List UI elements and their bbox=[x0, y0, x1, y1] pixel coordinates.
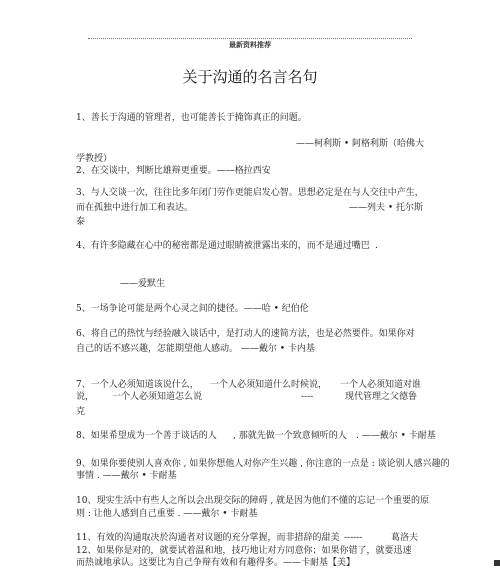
quote-8-part-2: , 那就先做一个致意倾听的人 bbox=[233, 431, 347, 441]
quote-7-part-1: 7、一个人必须知道该说什么， bbox=[76, 380, 199, 390]
quote-10-line-2: 则 : 让他人感到自己重要 . ——戴尔 • 卡耐基 bbox=[76, 509, 258, 519]
quote-1-attribution: ——柯利斯 • 阿格利斯（哈佛大 bbox=[296, 139, 425, 149]
quote-12-line-2: 而热诚地承认。这要比为自己争辩有效和有趣得多。——卡耐基【美】 bbox=[76, 558, 356, 568]
header-banner bbox=[0, 32, 500, 51]
quote-9-line-1: 9、如果你要使别人喜欢你 , 如果你想他人对你产生兴趣 , 你注意的一点是 : 谈论别人感兴趣的 bbox=[76, 459, 450, 469]
quote-6-line-1: 6、将自己的热忱与经验融入谈话中，是打动人的速简方法，也是必然要件。如果你对 bbox=[76, 329, 415, 339]
quote-7-attribution-cont: 克 bbox=[76, 407, 86, 417]
header-banner-text: 最新资料推荐 bbox=[226, 41, 274, 49]
quote-7-part-4: 说， bbox=[76, 392, 95, 402]
quote-7-attribution: 现代管理之父德鲁 bbox=[345, 392, 418, 402]
quote-3-attribution-cont: 泰 bbox=[76, 217, 86, 227]
quote-11: 11、有效的沟通取决於沟通者对议题的充分掌握，而非措辞的甜美 bbox=[76, 533, 340, 543]
quote-3-line-2: 而在孤独中进行加工和表达。 bbox=[76, 203, 194, 213]
quote-4: 4、有许多隐藏在心中的秘密都是通过眼睛被泄露出来的，而不是通过嘴巴 bbox=[76, 241, 370, 251]
quote-8-attribution: . ——戴尔 • 卡耐基 bbox=[356, 431, 436, 441]
quote-6-line-2: 自己的话不感兴趣，怎能期望他人感动。 ——戴尔 • 卡内基 bbox=[76, 344, 315, 354]
quote-9-line-2: 事情 . ——戴尔 • 卡耐基 bbox=[76, 471, 177, 481]
quote-5: 5、一场争论可能是两个心灵之间的捷径。——哈 • 纪伯伦 bbox=[76, 304, 309, 314]
quote-7-dashes: ---- bbox=[301, 392, 314, 402]
quote-7-part-3: 一个人必须知道对谁 bbox=[340, 380, 422, 390]
quote-7-part-5: 一个人必须知道怎么说 bbox=[112, 392, 203, 402]
quote-1: 1、善长于沟通的管理者，也可能善长于掩饰真正的问题。 bbox=[76, 113, 307, 123]
quote-3-attribution: ——列夫 • 托尔斯 bbox=[349, 203, 424, 213]
quote-4-dot: . bbox=[375, 241, 378, 251]
quote-10-line-1: 10、现实生活中有些人之所以会出现交际的障碍 , 就是因为他们不懂的忘记一个重要的原 bbox=[76, 496, 430, 506]
quote-1-attribution-cont: 学教授） bbox=[76, 154, 113, 164]
page-corner-mark bbox=[494, 560, 500, 566]
quote-11-dashes: ------ bbox=[344, 533, 363, 543]
quote-4-attribution: ——爱默生 bbox=[120, 279, 166, 289]
page-title: 关于沟通的名言名句 bbox=[182, 68, 318, 86]
quote-7-part-2: 一个人必须知道什么时候说， bbox=[210, 380, 328, 390]
quote-8-part-1: 8、如果希望成为一个善于谈话的人 bbox=[76, 431, 217, 441]
quote-11-attribution: 葛洛夫 bbox=[391, 533, 419, 543]
quote-12-line-1: 12、如果你是对的，就要试着温和地，技巧地让对方同意你；如果你错了，就要迅速 bbox=[76, 546, 412, 556]
quote-3-line-1: 3、与人交谈一次，往往比多年闭门劳作更能启发心智。思想必定是在与人交往中产生， bbox=[76, 188, 424, 198]
quote-2: 2、在交谈中，判断比雄辩更重要。——格拉西安 bbox=[76, 166, 271, 176]
